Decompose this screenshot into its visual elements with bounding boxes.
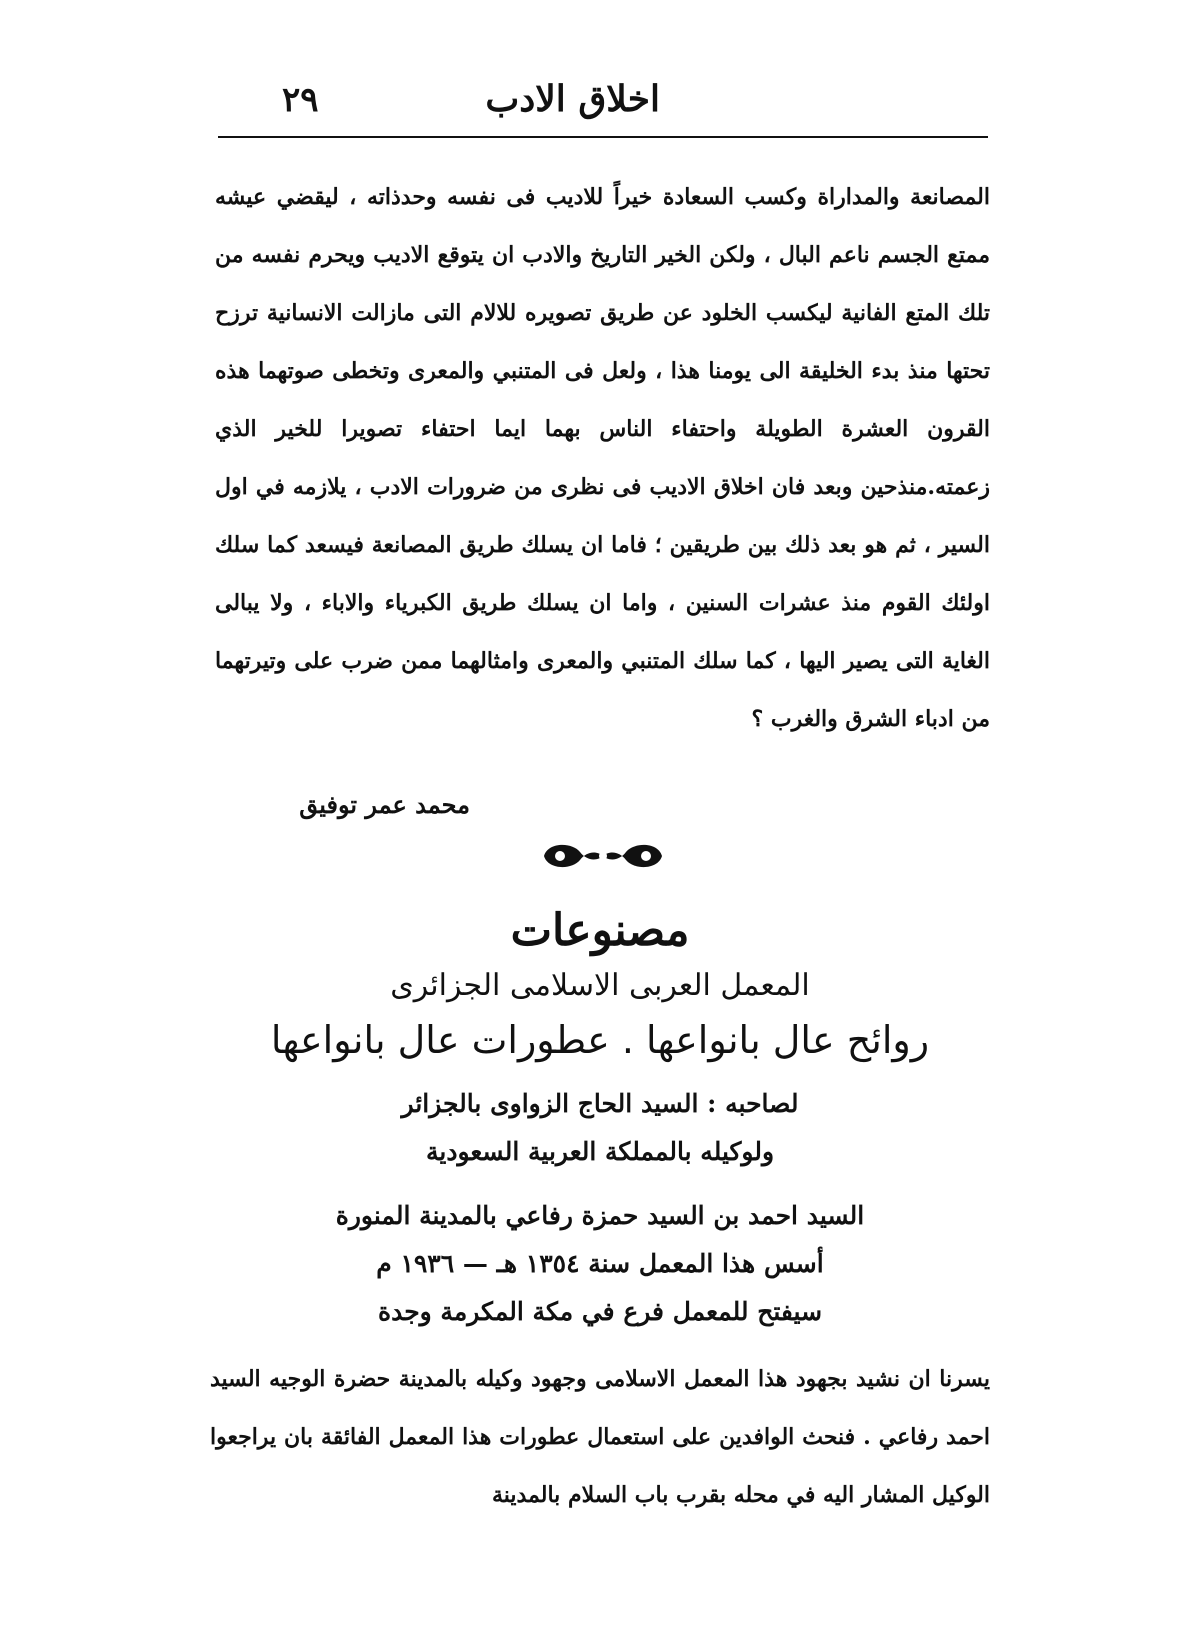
header-rule [218,136,988,138]
running-head [210,78,990,134]
ad-owner: لصاحبه : السيد الحاج الزواوى بالجزائر [401,1089,799,1118]
ad-details [300,1080,900,1336]
article-body: المصانعة والمداراة وكسب السعادة خيراً للاديب فى نفسه وحدذاته ، ليقضي عيشه ممتع الجسم ناعم البال ، ولكن الخير التاريخ والادب ان يتوقع الاديب ويحرم نفسه من تلك المتع الفانية ليكسب الخلود عن طريق تصويره للالام التى مازالت الانسانية ترزح تحتها منذ بدء الخليقة الى يومنا هذا ، ولعل فى المتنبي والمعرى وتخطى صوتهما هذه القرون العشرة الطويلة واحتفاء الناس بهما ايما احتفاء تصويرا للخير الذي زعمته.منذحين وبعد فان اخلاق الاديب فى نظرى من ضرورات الادب ، يلازمه في اول السير ، ثم هو بعد ذلك بين طريقين ؛ فاما ان يسلك طريق المصانعة فيسعد كما سلك اولئك القوم منذ عشرات السنين ، واما ان يسلك طريق الكبرياء والاباء ، ولا يبالى الغاية التى يصير اليها ، كما سلك المتنبي والمعرى وامثالهما ممن ضرب على وتيرتهما من ادباء الشرق والغرب ؟ [215,184,990,732]
ad-subtitle: المعمل العربى الاسلامى الجزائرى [390,968,810,1003]
ad-spacer [300,1176,900,1192]
advertisement-header [210,900,990,1068]
ad-agent-name: السيد احمد بن السيد حمزة رفاعي بالمدينة المنورة [335,1201,865,1230]
ad-products: روائح عال بانواعها . عطورات عال بانواعها [270,1018,930,1062]
ornament-divider-icon [538,836,668,876]
ad-agent-line: ولوكيله بالمملكة العربية السعودية [425,1137,775,1166]
ad-title: مصنوعات [510,905,690,956]
ad-body: يسرنا ان نشيد بجهود هذا المعمل الاسلامى وجهود وكيله بالمدينة حضرة الوجيه السيد احمد رفاعي . فنحث الوافدين على استعمال عطورات هذا المعمل الفائقة بان يراجعوا الوكيل المشار اليه في محله بقرب باب السلام بالمدينة [210,1366,990,1508]
ad-founded: أسس هذا المعمل سنة ١٣٥٤ هـ — ١٩٣٦ م [376,1249,824,1278]
author-signature: محمد عمر توفيق [299,790,470,819]
page-number: ٢٩ [282,80,319,120]
running-title: اخلاق الادب [485,78,660,120]
ad-branch: سيفتح للمعمل فرع في مكة المكرمة وجدة [377,1297,823,1326]
